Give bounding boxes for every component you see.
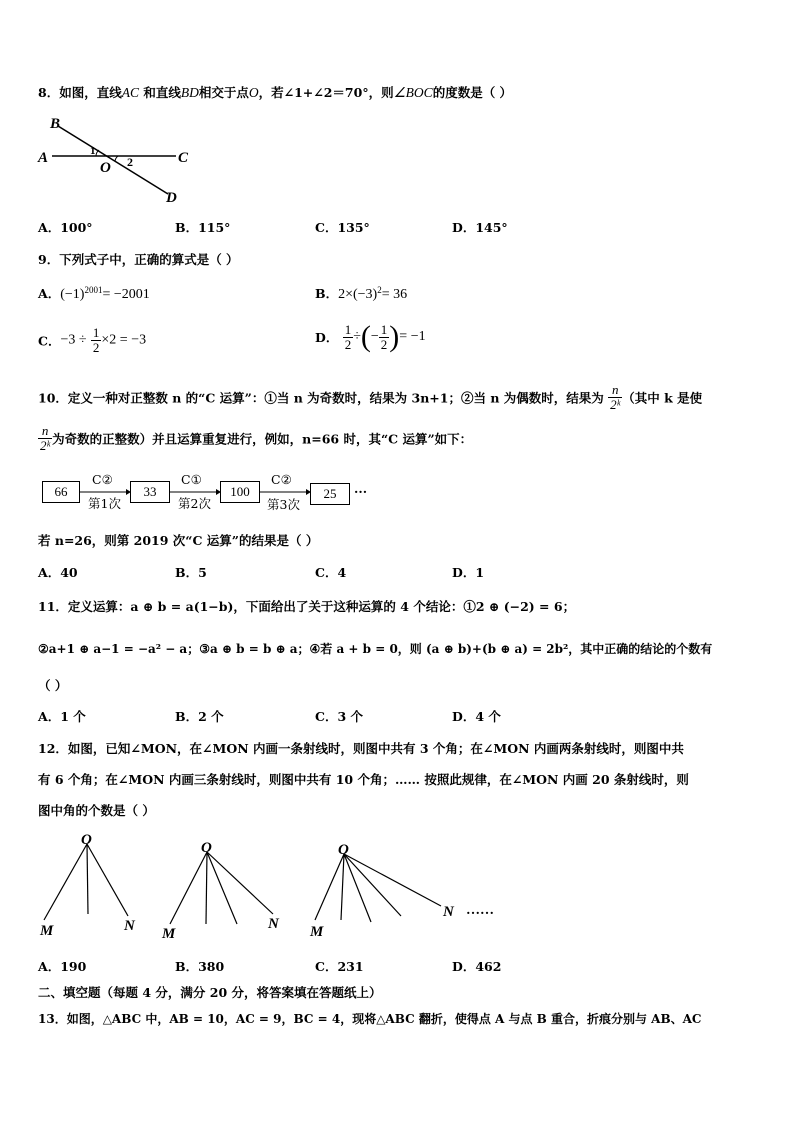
q11-option-a[interactable]: A．1 个 (38, 709, 86, 724)
q10-question: 若 n=26，则第 2019 次“C 运算”的结果是（ ） (38, 533, 319, 548)
q12-option-b[interactable]: B．380 (175, 959, 225, 974)
q11-line1: 11．定义运算：a ⊕ b = a(1−b)，下面给出了关于这种运算的 4 个结论：①2 ⊕ (−2) = 6； (38, 599, 576, 614)
q12-line3: 图中角的个数是（ ） (38, 803, 155, 818)
q10-option-a[interactable]: A．40 (38, 565, 78, 580)
flow-box-3: 100 (220, 481, 260, 503)
q13-line1: 13．如图，△ABC 中，AB = 10，AC = 9，BC = 4，现将△ABC 翻折，使得点 A 与点 B 重合，折痕分别与 AB、AC (38, 1012, 702, 1026)
svg-text:O: O (201, 840, 212, 856)
svg-text:……: …… (466, 903, 494, 918)
angle-figure-1 (39, 832, 136, 939)
flow-op-2: C① (181, 472, 202, 487)
q9-option-b[interactable]: B．$2\times(-3)^2= 36$ (315, 284, 408, 302)
svg-text:M: M (40, 923, 54, 939)
q11-line3: （ ） (38, 678, 68, 693)
angle-figure-3 (309, 842, 494, 940)
q8-option-d[interactable]: D．145° (452, 220, 508, 235)
label-b: B (50, 116, 61, 132)
q9-option-d[interactable]: D． $\frac{1}{2}$ ÷(− $\frac{1}{2}$ )= −1 (315, 320, 426, 353)
q8-stem: 8．如图，直线AC 和直线BD相交于点O，若∠1+∠2＝70°，则∠BOC的度数是（ ） (38, 85, 513, 100)
label-1: 1 (90, 145, 96, 157)
flow-ellipsis: ··· (354, 484, 368, 499)
q8-figure (36, 112, 206, 208)
svg-text:O: O (81, 832, 92, 848)
q12-line1: 12．如图，已知∠MON，在∠MON 内画一条射线时，则图中共有 3 个角；在∠MON 内画两条射线时，则图中共 (38, 741, 684, 756)
q9-option-c[interactable]: C．−3 ÷ $\frac{1}{2}$ ×2 = −3 (38, 325, 147, 355)
q12-option-a[interactable]: A．190 (38, 959, 87, 974)
q11-option-b[interactable]: B．2 个 (175, 709, 224, 724)
flow-step-1: 第1次 (88, 496, 121, 511)
svg-text:M: M (310, 924, 324, 940)
flow-op-1: C② (92, 472, 113, 487)
q10-option-d[interactable]: D．1 (452, 565, 485, 580)
q8-option-a[interactable]: A．100° (38, 220, 93, 235)
svg-text:N: N (124, 918, 135, 934)
q10-line2: $\frac{n}{\text{2ᵏ}}$ 为奇数的正整数）并且运算重复进行，例如，n=66 时，其“C 运算”如下： (40, 423, 473, 453)
q11-line2: ②a+1 ⊕ a−1 = −a² − a；③a ⊕ b = b ⊕ a；④若 a + b = 0，则 (a ⊕ b)+(b ⊕ a) = 2b²，其中正确的结论的个数有 (38, 642, 713, 656)
q12-option-c[interactable]: C．231 (315, 959, 364, 974)
q12-line2: 有 6 个角；在∠MON 内画三条射线时，则图中共有 10 个角；…… 按照此规律，在∠MON 内画 20 条射线时，则 (38, 772, 689, 787)
svg-text:M: M (162, 926, 176, 942)
q12-option-d[interactable]: D．462 (452, 959, 502, 974)
flow-box-4: 25 (310, 483, 350, 505)
svg-text:O: O (338, 842, 349, 858)
label-o: O (100, 160, 111, 176)
q8-option-c[interactable]: C．135° (315, 220, 370, 235)
q11-option-d[interactable]: D．4 个 (452, 709, 501, 724)
q9-stem: 9．下列式子中，正确的算式是（ ） (38, 252, 239, 267)
label-2: 2 (127, 155, 133, 169)
q10-option-c[interactable]: C．4 (315, 565, 347, 580)
label-c: C (178, 150, 189, 166)
q10-line1: 10．定义一种对正整数 n 的“C 运算”：①当 n 为奇数时，结果为 3n+1；②当 n 为偶数时，结果为 $\frac{n}{\text{2ᵏ}}$ （其中 k 是使 (38, 382, 703, 412)
flow-step-2: 第2次 (178, 496, 211, 511)
q12-figures (30, 828, 530, 948)
q8-option-b[interactable]: B．115° (175, 220, 231, 235)
label-a: A (38, 150, 49, 166)
flow-box-1: 66 (42, 481, 80, 503)
flow-op-3: C② (271, 472, 292, 487)
q11-option-c[interactable]: C．3 个 (315, 709, 363, 724)
line-bd (58, 126, 168, 194)
svg-text:N: N (268, 916, 279, 932)
section-heading: 二、填空题（每题 4 分，满分 20 分，将答案填在答题纸上） (38, 985, 382, 1000)
q10-option-b[interactable]: B．5 (175, 565, 207, 580)
q9-option-a[interactable]: A．$(-1)^{2001}= -2001$ (38, 284, 150, 302)
angle-figure-2 (161, 840, 280, 942)
flow-step-3: 第3次 (267, 497, 300, 512)
label-d: D (166, 190, 177, 206)
arc-1 (96, 150, 99, 156)
svg-text:N: N (443, 904, 454, 920)
flow-box-2: 33 (130, 481, 170, 503)
